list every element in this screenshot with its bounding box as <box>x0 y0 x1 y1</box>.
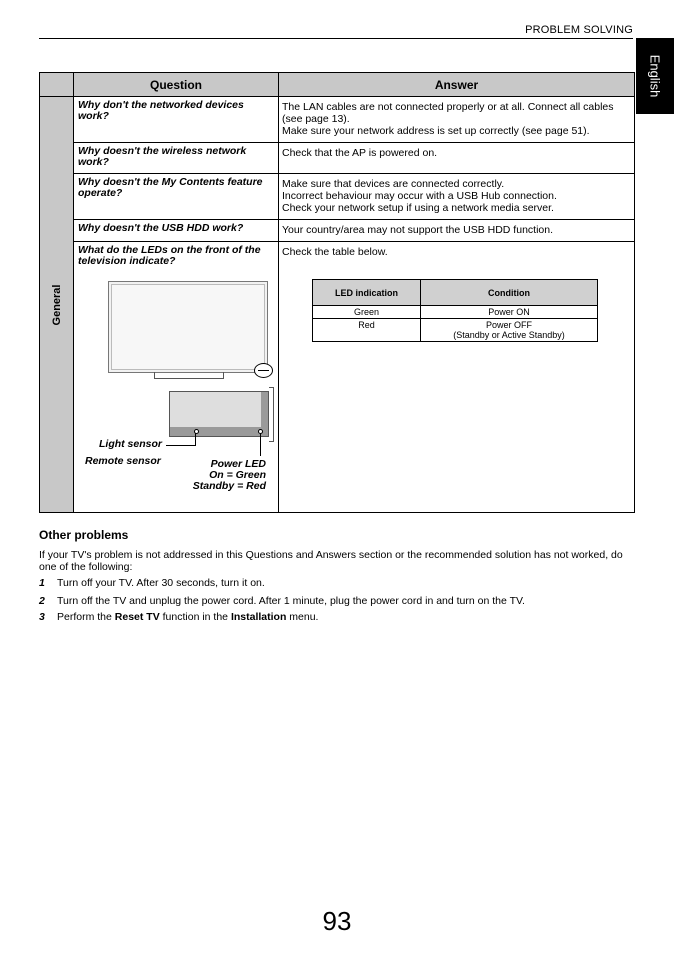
condition-text: Power OFF <box>485 320 532 330</box>
category-header <box>40 73 74 97</box>
led-indication-cell: Green <box>313 306 421 319</box>
other-problems-intro: If your TV's problem is not addressed in this Questions and Answers section or the recommended solution has not worked, do one of the following: <box>39 549 623 573</box>
power-led-standby: Standby = Red <box>192 480 266 492</box>
list-item <box>39 595 525 607</box>
question-cell <box>74 242 279 513</box>
answer-header: Answer <box>279 73 635 97</box>
led-indication-cell: Red <box>313 319 421 342</box>
step-number: 3 <box>39 611 45 623</box>
table-row <box>40 242 635 513</box>
table-row <box>40 97 635 143</box>
question-cell: Why doesn't the My Contents feature operate? <box>74 174 279 220</box>
step-text: Turn off your TV. After 30 seconds, turn it on. <box>57 577 265 589</box>
answer-line: The LAN cables are not connected properly or at all. Connect all cables (see page 13). <box>282 101 614 125</box>
table-row <box>40 174 635 220</box>
reset-tv-term: Reset TV <box>114 611 160 623</box>
question-cell: Why doesn't the wireless network work? <box>74 143 279 174</box>
condition-header: Condition <box>421 280 598 306</box>
section-title: PROBLEM SOLVING <box>525 24 633 36</box>
qa-table <box>39 72 635 513</box>
power-led-on: On = Green <box>209 469 266 481</box>
power-led-leader <box>260 433 261 456</box>
installation-term: Installation <box>230 611 287 623</box>
header-rule <box>39 38 633 39</box>
question-text: What do the LEDs on the front of the television indicate? <box>78 244 261 267</box>
other-problems-title: Other problems <box>39 528 129 542</box>
zoom-indicator-circle <box>254 363 273 378</box>
step-text: Turn off the TV and unplug the power cord. After 1 minute, plug the power cord in and turn on the TV. <box>57 595 525 607</box>
list-item <box>39 611 318 623</box>
led-indication-header: LED indication <box>313 280 421 306</box>
answer-line: Check the table below. <box>282 246 388 258</box>
tv-corner-zoom <box>169 391 269 437</box>
answer-cell <box>279 97 635 143</box>
condition-cell: Power ON <box>421 306 598 319</box>
condition-note: (Standby or Active Standby) <box>453 330 565 340</box>
question-cell: Why don't the networked devices work? <box>74 97 279 143</box>
light-sensor-leader-h <box>166 445 196 446</box>
zoom-frame <box>269 387 274 442</box>
answer-line: Make sure that devices are connected correctly. <box>282 178 505 190</box>
led-table <box>312 279 598 342</box>
step-number: 1 <box>39 577 45 589</box>
step-text: menu. <box>286 611 319 623</box>
qa-header-row <box>40 73 635 97</box>
answer-cell <box>279 174 635 220</box>
language-tab <box>636 38 674 114</box>
answer-line: Make sure your network address is set up correctly (see page 51). <box>282 125 590 137</box>
light-sensor-label: Light sensor <box>98 438 162 450</box>
step-number: 2 <box>39 595 45 607</box>
answer-line: Your country/area may not support the USB HDD function. <box>282 224 554 236</box>
category-cell <box>40 97 74 513</box>
power-led-title: Power LED <box>210 458 266 470</box>
answer-cell <box>279 143 635 174</box>
answer-cell <box>279 220 635 242</box>
step-text: function in the <box>159 611 231 623</box>
condition-cell <box>421 319 598 342</box>
language-tab-label: English <box>647 54 663 98</box>
tv-illustration <box>108 281 268 373</box>
power-led-label <box>164 459 266 492</box>
led-header-row <box>313 280 598 306</box>
answer-cell <box>279 242 635 513</box>
table-row <box>40 220 635 242</box>
page-number: 93 <box>322 906 352 936</box>
question-header: Question <box>74 73 279 97</box>
answer-line: Incorrect behaviour may occur with a USB Hub connection. <box>282 190 557 202</box>
answer-line: Check that the AP is powered on. <box>282 147 438 159</box>
table-row <box>313 306 598 319</box>
table-row <box>313 319 598 342</box>
remote-sensor-label: Remote sensor <box>85 455 161 467</box>
answer-line: Check your network setup if using a network media server. <box>282 202 554 214</box>
step-text: Perform the <box>57 611 115 623</box>
question-cell: Why doesn't the USB HDD work? <box>74 220 279 242</box>
list-item <box>39 577 265 589</box>
tv-stand <box>154 372 224 379</box>
category-label: General <box>50 284 63 325</box>
table-row <box>40 143 635 174</box>
